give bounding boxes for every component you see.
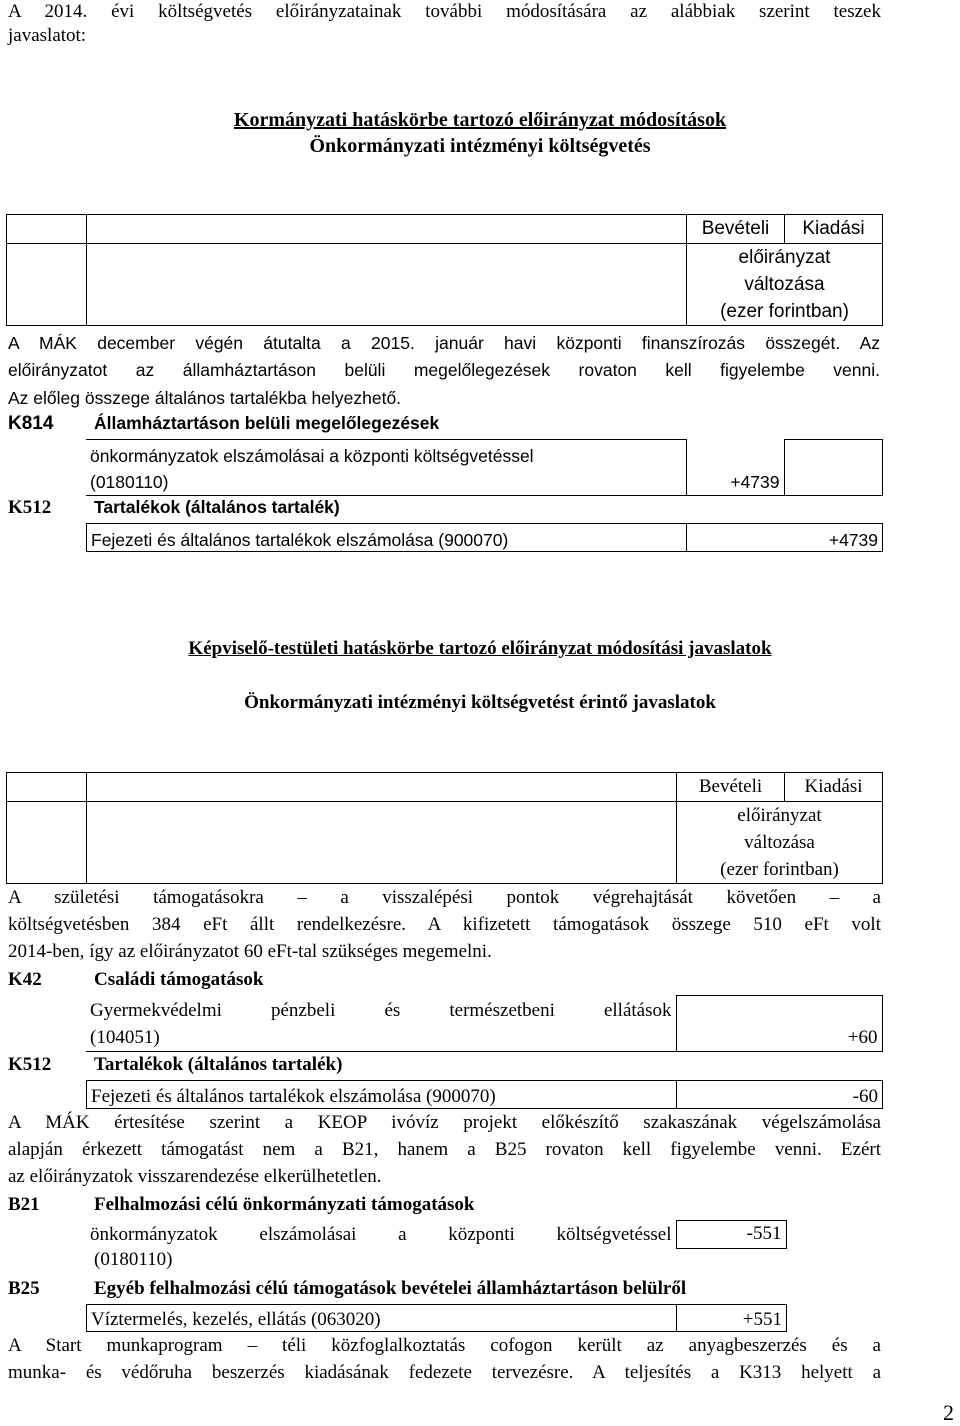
section2-note2-3: az előirányzatok visszarendezése elkerülhetetlen. [8, 1166, 382, 1187]
k814-code: K814 [8, 413, 54, 434]
k512b-expense: -60 [677, 1081, 883, 1109]
k814-table [86, 439, 883, 496]
b21-table [86, 1220, 787, 1249]
revenue-header: Bevételi [687, 215, 785, 244]
k512b-code: K512 [8, 1054, 52, 1075]
section1-header-table [6, 214, 883, 326]
expense-header: Kiadási [785, 215, 883, 244]
b21-code: B21 [8, 1194, 40, 1215]
section1-title: Kormányzati hatáskörbe tartozó előirányzat módosítások [233, 109, 727, 131]
section1-note-1: A MÁK december végén átutalta a 2015. január havi központi finanszírozás összegét. Az [8, 333, 880, 353]
page-number: 2 [943, 1400, 954, 1425]
b21-item-line2: (0180110) [94, 1249, 173, 1270]
header-description: előirányzat változása (ezer forintban) [687, 244, 883, 326]
b21-title: Felhalmozási célú önkormányzati támogatások [94, 1194, 475, 1215]
b25-item: Víztermelés, kezelés, ellátás (063020) [87, 1305, 677, 1332]
header-description-2: előirányzat változása (ezer forintban) [677, 802, 883, 884]
k42-code: K42 [8, 969, 42, 990]
b21-revenue: -551 [676, 1221, 786, 1249]
section2-subtitle: Önkormányzati intézményi költségvetést érintő javaslatok [244, 692, 716, 713]
k42-item: Gyermekvédelmi pénzbeli és természetbeni ellátások (104051) [86, 996, 676, 1052]
k512-item: Fejezeti és általános tartalékok elszámolása (900070) [87, 524, 687, 552]
k814-title: Államháztartáson belüli megelőlegezések [94, 413, 440, 433]
section2-title: Képviselő-testületi hatáskörbe tartozó előirányzat módosítási javaslatok [188, 638, 772, 659]
k42-table [86, 995, 883, 1052]
k42-title: Családi támogatások [94, 969, 264, 990]
section2-note1-1: A születési támogatásokra – a visszalépési pontok végrehajtását követően – a [8, 887, 881, 908]
b25-code: B25 [8, 1278, 40, 1299]
k512-code: K512 [8, 497, 52, 518]
section1-note-3: Az előleg összege általános tartalékba helyezhető. [8, 388, 402, 408]
b25-revenue: +551 [677, 1305, 787, 1332]
k814-expense [784, 440, 882, 496]
k512-title: Tartalékok (általános tartalék) [94, 497, 340, 517]
expense-header-2: Kiadási [785, 773, 883, 802]
b25-title: Egyéb felhalmozási célú támogatások bevételei államháztartáson belülről [94, 1278, 687, 1299]
k42-expense: +60 [676, 996, 882, 1052]
intro-line-1: A 2014. évi költségvetés előirányzatainak további módosítására az alábbiak szerint teszek [8, 1, 881, 22]
section2-note2-1: A MÁK értesítése szerint a KEOP ivóvíz projekt előkészítő szakaszának végelszámolása [8, 1112, 881, 1133]
b25-table [86, 1304, 787, 1332]
section2-header-table [6, 772, 883, 884]
section2-note3-2: munka- és védőruha beszerzés kiadásának fedezete tervezésre. A teljesítés a K313 helyett a [8, 1362, 881, 1383]
section2-note1-3: 2014-ben, így az előirányzatot 60 eFt-tal szükséges megemelni. [8, 941, 492, 962]
k512b-table [86, 1080, 883, 1109]
k814-revenue: +4739 [686, 440, 784, 496]
k512-expense: +4739 [687, 524, 883, 552]
section1-note-2: előirányzatot az államháztartáson belüli megelőlegezések rovaton kell figyelembe venni. [8, 360, 880, 380]
b21-item: önkormányzatok elszámolásai a központi költségvetéssel [86, 1221, 676, 1249]
revenue-header-2: Bevételi [677, 773, 785, 802]
section2-note2-2: alapján érkezett támogatást nem a B21, hanem a B25 rovaton kell figyelembe venni. Ezért [8, 1139, 881, 1160]
k512b-item: Fejezeti és általános tartalékok elszámolása (900070) [87, 1081, 677, 1109]
k512-table [86, 523, 883, 552]
k814-item: önkormányzatok elszámolásai a központi költségvetéssel (0180110) [86, 440, 686, 496]
section2-note3-1: A Start munkaprogram – téli közfoglalkoztatás cofogon került az anyagbeszerzés és a [8, 1335, 881, 1356]
intro-line-2: javaslatot: [8, 25, 87, 46]
section1-subtitle: Önkormányzati intézményi költségvetés [309, 135, 651, 157]
k512b-title: Tartalékok (általános tartalék) [94, 1054, 343, 1075]
section2-note1-2: költségvetésben 384 eFt állt rendelkezésre. A kifizetett támogatások összege 510 eFt volt [8, 914, 881, 935]
